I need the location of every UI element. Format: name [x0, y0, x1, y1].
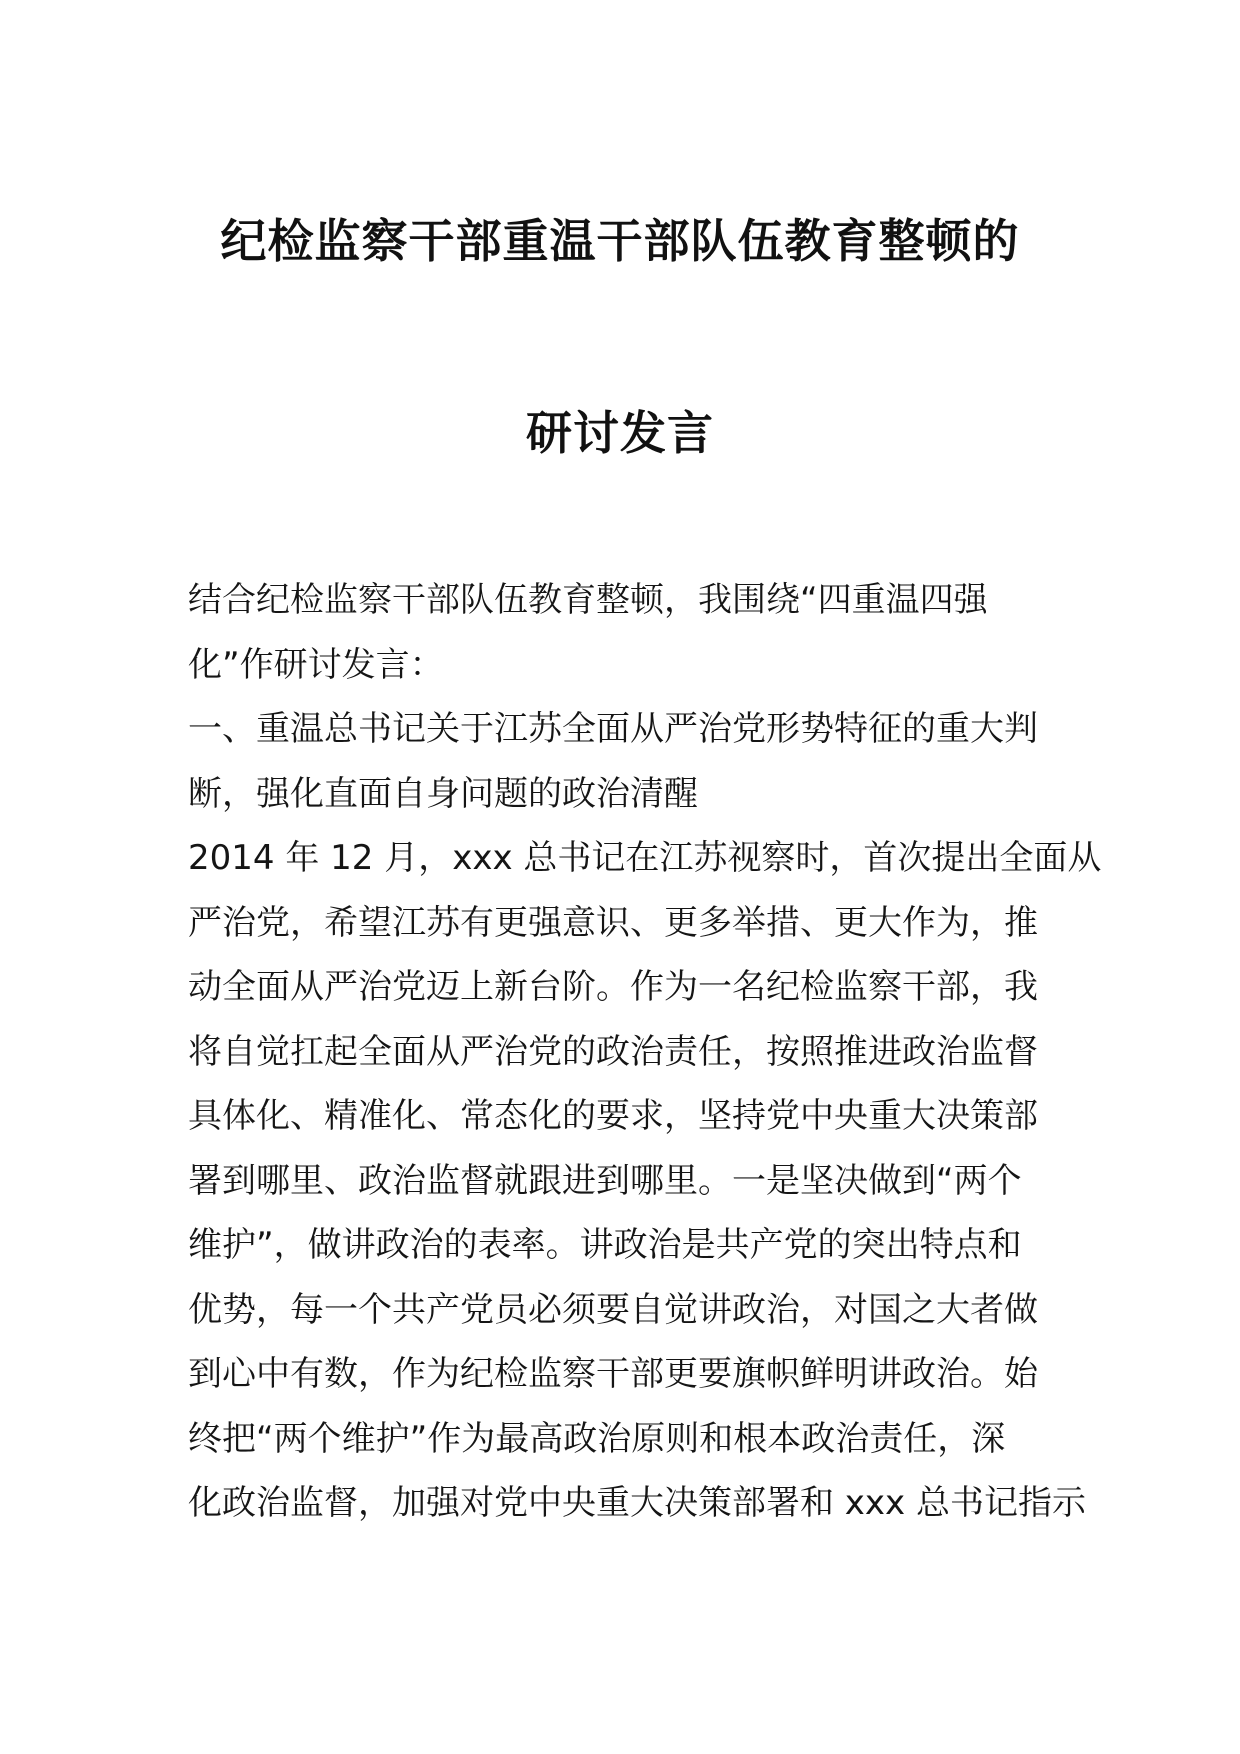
- document-body: [188, 568, 1102, 1536]
- body-line: 优势，每一个共产党员必须要自觉讲政治，对国之大者做: [188, 1289, 1038, 1330]
- body-line: 2014 年 12 月，xxx 总书记在江苏视察时，首次提出全面从: [188, 838, 1102, 878]
- body-line: 维护”，做讲政治的表率。讲政治是共产党的突出特点和: [188, 1225, 1022, 1265]
- body-line: 化政治监督，加强对党中央重大决策部署和 xxx 总书记指示: [188, 1483, 1086, 1523]
- body-line: 到心中有数，作为纪检监察干部更要旗帜鲜明讲政治。始: [188, 1354, 1038, 1394]
- body-line: 严治党，希望江苏有更强意识、更多举措、更大作为，推: [188, 902, 1038, 943]
- body-line: 化”作研讨发言：: [188, 644, 444, 685]
- document-title-line-1: 纪检监察干部重温干部队伍教育整顿的: [220, 214, 1020, 268]
- section-heading-line: 一、重温总书记关于江苏全面从严治党形势特征的重大判: [188, 709, 1038, 749]
- body-line: 终把“两个维护”作为最高政治原则和根本政治责任，深: [188, 1418, 1006, 1459]
- body-line: 具体化、精准化、常态化的要求，坚持党中央重大决策部: [188, 1096, 1038, 1136]
- body-line: 结合纪检监察干部队伍教育整顿，我围绕“四重温四强: [188, 580, 988, 620]
- body-line: 署到哪里、政治监督就跟进到哪里。一是坚决做到“两个: [188, 1160, 1022, 1201]
- body-line: 动全面从严治党迈上新台阶。作为一名纪检监察干部，我: [188, 967, 1038, 1007]
- section-heading-line: 断，强化直面自身问题的政治清醒: [188, 773, 698, 814]
- body-line: 将自觉扛起全面从严治党的政治责任，按照推进政治监督: [188, 1031, 1038, 1072]
- document-title-line-2: 研讨发言: [526, 406, 714, 460]
